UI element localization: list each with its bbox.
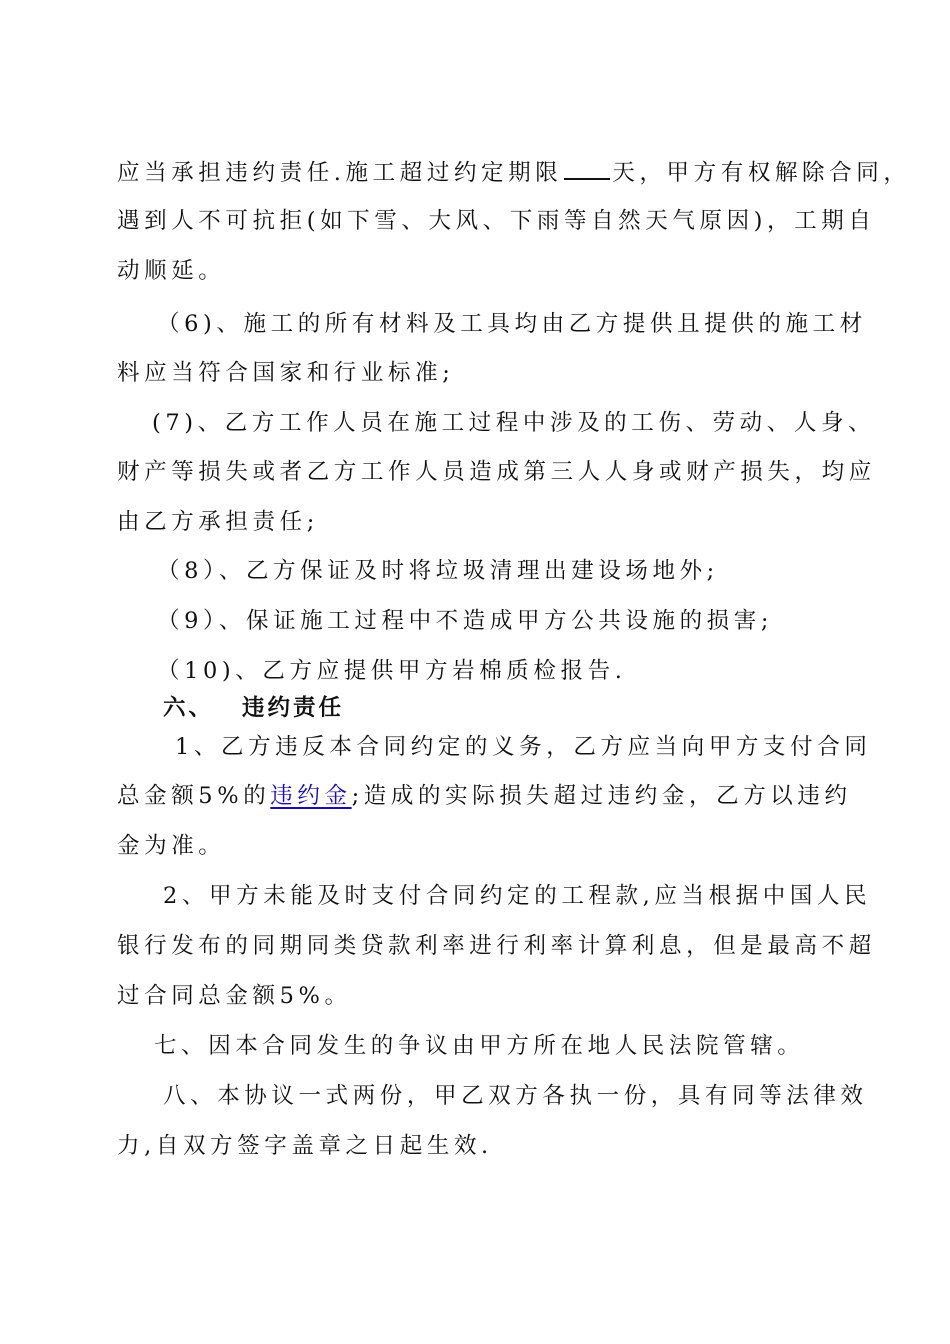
- item-7-line: 由乙方承担责任;: [117, 509, 319, 535]
- text-segment: 应当承担违约责任.施工超过约定期限: [117, 160, 563, 186]
- text-segment: ;造成的实际损失超过违约金，乙方以违约: [351, 783, 852, 809]
- liability-1-line: [117, 781, 852, 811]
- item-8: （8）、乙方保证及时将垃圾清理出建设场地外;: [157, 558, 719, 584]
- item-6-line: （6)、施工的所有材料及工具均由乙方提供且提供的施工材: [157, 311, 867, 337]
- penalty-link[interactable]: 违约金: [270, 783, 352, 809]
- text-segment: 总金额5%的: [117, 783, 271, 809]
- liability-1-line: 金为准。: [117, 833, 226, 859]
- liability-2-line: 2、甲方未能及时支付合同约定的工程款,应当根据中国人民: [163, 883, 872, 909]
- paragraph-line: 遇到人不可抗拒(如下雪、大风、下雨等自然天气原因)，工期自: [117, 208, 876, 234]
- item-6-line: 料应当符合国家和行业标准;: [117, 360, 455, 386]
- liability-2-line: 银行发布的同期同类贷款利率进行利率计算利息，但是最高不超: [117, 933, 876, 959]
- text-segment: 天，甲方有权解除合同，: [612, 160, 911, 186]
- item-7-line: (7)、乙方工作人员在施工过程中涉及的工伤、劳动、人身、: [152, 410, 876, 436]
- item-9: （9）、保证施工过程中不造成甲方公共设施的损害;: [157, 608, 774, 634]
- section-8-line: 八、本协议一式两份，甲乙双方各执一份，具有同等法律效: [163, 1083, 868, 1109]
- section-7: 七、因本合同发生的争议由甲方所在地人民法院管辖。: [154, 1033, 805, 1059]
- section-title: 违约责任: [242, 695, 345, 721]
- blank-underline: [564, 156, 610, 180]
- section-number: 六、: [163, 695, 215, 721]
- liability-2-line: 过合同总金额5%。: [117, 983, 352, 1009]
- section-heading: [163, 693, 344, 723]
- section-8-line: 力,自双方签字盖章之日起生效.: [117, 1133, 493, 1159]
- paragraph-line: [117, 156, 910, 186]
- paragraph-line: 动顺延。: [117, 258, 226, 284]
- liability-1-line: 1、乙方违反本合同约定的义务，乙方应当向甲方支付合同: [175, 734, 872, 760]
- item-10: （10)、乙方应提供甲方岩棉质检报告.: [157, 658, 627, 684]
- item-7-line: 财产等损失或者乙方工作人员造成第三人人身或财产损失，均应: [117, 459, 876, 485]
